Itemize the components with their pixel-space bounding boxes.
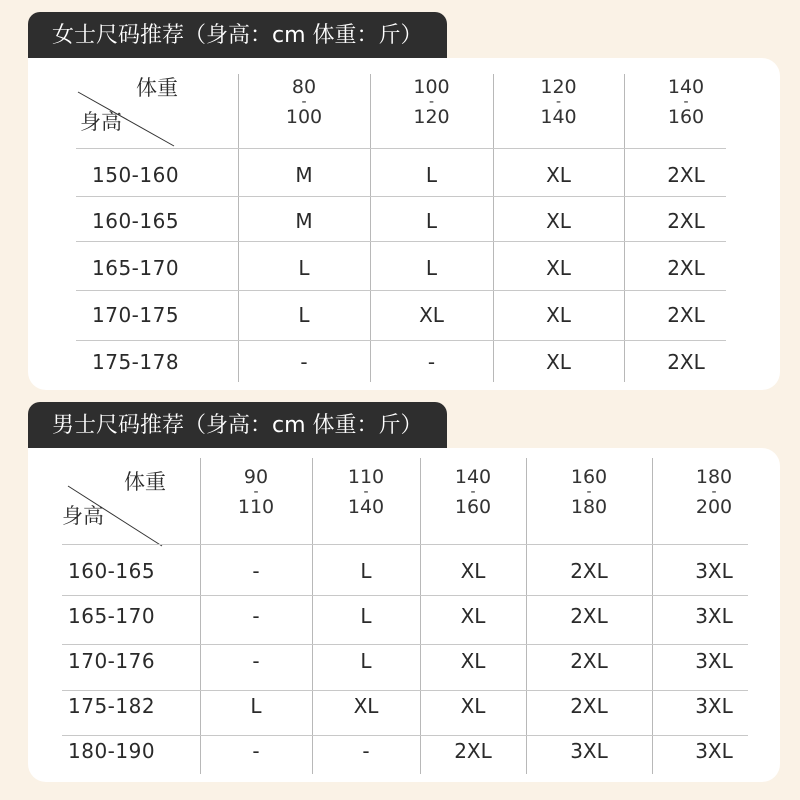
- weight-range-max: 100: [285, 106, 323, 128]
- height-range-label: 160-165: [68, 559, 156, 583]
- row-divider: [62, 544, 748, 545]
- row-divider: [76, 241, 726, 242]
- size-cell: XL: [353, 694, 379, 718]
- weight-range-header: [312, 468, 420, 516]
- size-cell: 3XL: [695, 694, 733, 718]
- weight-axis-label: 体重: [136, 76, 178, 100]
- size-cell: XL: [419, 303, 444, 327]
- range-dash: -: [363, 484, 369, 500]
- height-range-label: 180-190: [68, 739, 156, 763]
- size-cell: L: [298, 256, 310, 280]
- size-cell: 2XL: [570, 694, 608, 718]
- weight-range-header: [624, 78, 748, 126]
- row-divider: [76, 148, 726, 149]
- range-dash: -: [555, 94, 562, 110]
- weight-range-max: 160: [667, 106, 705, 128]
- header-corner-cell: [62, 466, 212, 532]
- size-cell: 3XL: [695, 649, 733, 673]
- size-cell: XL: [460, 694, 486, 718]
- men-size-title: 男士尺码推荐（身高：cm 体重：斤）: [28, 402, 447, 450]
- height-range-label: 175-182: [68, 694, 156, 718]
- size-cell: 2XL: [667, 303, 705, 327]
- size-cell: XL: [460, 559, 486, 583]
- header-corner-cell: [72, 72, 242, 138]
- weight-range-header: [420, 468, 526, 516]
- weight-range-header: [200, 468, 312, 516]
- height-range-label: 150-160: [92, 163, 180, 187]
- size-cell: -: [252, 739, 260, 763]
- range-dash: -: [683, 94, 689, 110]
- weight-range-min: 90: [243, 466, 269, 488]
- range-dash: -: [711, 484, 717, 500]
- size-cell: XL: [460, 649, 486, 673]
- size-cell: 3XL: [695, 604, 733, 628]
- row-divider: [76, 340, 726, 341]
- size-cell: 3XL: [695, 739, 733, 763]
- row-divider: [62, 690, 748, 691]
- weight-range-min: 100: [413, 76, 450, 98]
- size-cell: 2XL: [570, 604, 608, 628]
- size-cell: 2XL: [667, 163, 705, 187]
- height-axis-label: 身高: [80, 110, 122, 134]
- size-cell: -: [252, 604, 260, 628]
- size-cell: XL: [460, 604, 486, 628]
- size-cell: 2XL: [570, 649, 608, 673]
- weight-range-header: [652, 468, 776, 516]
- weight-range-header: [370, 78, 493, 126]
- size-cell: L: [360, 559, 372, 583]
- height-range-label: 170-175: [92, 303, 180, 327]
- weight-range-min: 140: [667, 76, 705, 98]
- size-cell: 3XL: [570, 739, 608, 763]
- size-cell: 2XL: [667, 209, 705, 233]
- size-cell: -: [252, 649, 260, 673]
- row-divider: [62, 595, 748, 596]
- height-axis-label: 身高: [62, 504, 104, 528]
- size-cell: 3XL: [695, 559, 733, 583]
- size-cell: L: [250, 694, 262, 718]
- size-cell: XL: [546, 256, 571, 280]
- weight-range-header: [526, 468, 652, 516]
- weight-range-max: 110: [237, 496, 275, 518]
- weight-range-min: 120: [540, 76, 577, 98]
- size-cell: L: [425, 256, 438, 280]
- weight-range-max: 200: [695, 496, 733, 518]
- size-cell: -: [427, 350, 436, 374]
- weight-range-max: 180: [570, 496, 608, 518]
- size-cell: XL: [546, 209, 571, 233]
- size-cell: L: [360, 604, 372, 628]
- women-size-table: [28, 58, 780, 390]
- size-cell: M: [295, 163, 313, 187]
- weight-range-max: 120: [413, 106, 450, 128]
- range-dash: -: [253, 484, 259, 500]
- row-divider: [62, 644, 748, 645]
- size-cell: 2XL: [454, 739, 492, 763]
- height-range-label: 165-170: [68, 604, 156, 628]
- size-cell: -: [300, 350, 308, 374]
- weight-range-min: 80: [291, 76, 317, 98]
- size-cell: L: [425, 163, 438, 187]
- weight-range-max: 140: [540, 106, 577, 128]
- weight-range-min: 110: [347, 466, 385, 488]
- size-cell: L: [425, 209, 438, 233]
- size-cell: XL: [546, 303, 571, 327]
- height-range-label: 170-176: [68, 649, 156, 673]
- size-cell: 2XL: [570, 559, 608, 583]
- range-dash: -: [470, 484, 476, 500]
- weight-range-header: [493, 78, 624, 126]
- size-cell: L: [360, 649, 372, 673]
- weight-range-min: 140: [454, 466, 492, 488]
- row-divider: [76, 196, 726, 197]
- height-range-label: 165-170: [92, 256, 180, 280]
- range-dash: -: [586, 484, 592, 500]
- size-cell: M: [295, 209, 313, 233]
- height-range-label: 160-165: [92, 209, 180, 233]
- range-dash: -: [428, 94, 435, 110]
- size-cell: -: [252, 559, 260, 583]
- weight-range-max: 160: [454, 496, 492, 518]
- weight-axis-label: 体重: [124, 470, 166, 494]
- size-cell: XL: [546, 350, 571, 374]
- weight-range-header: [238, 78, 370, 126]
- size-cell: 2XL: [667, 256, 705, 280]
- size-cell: L: [298, 303, 310, 327]
- height-range-label: 175-178: [92, 350, 180, 374]
- men-size-table: [28, 448, 780, 782]
- row-divider: [76, 290, 726, 291]
- weight-range-max: 140: [347, 496, 385, 518]
- size-cell: XL: [546, 163, 571, 187]
- size-cell: 2XL: [667, 350, 705, 374]
- row-divider: [62, 735, 748, 736]
- weight-range-min: 160: [570, 466, 608, 488]
- range-dash: -: [301, 94, 307, 110]
- weight-range-min: 180: [695, 466, 733, 488]
- size-cell: -: [362, 739, 370, 763]
- women-size-title: 女士尺码推荐（身高：cm 体重：斤）: [28, 12, 447, 60]
